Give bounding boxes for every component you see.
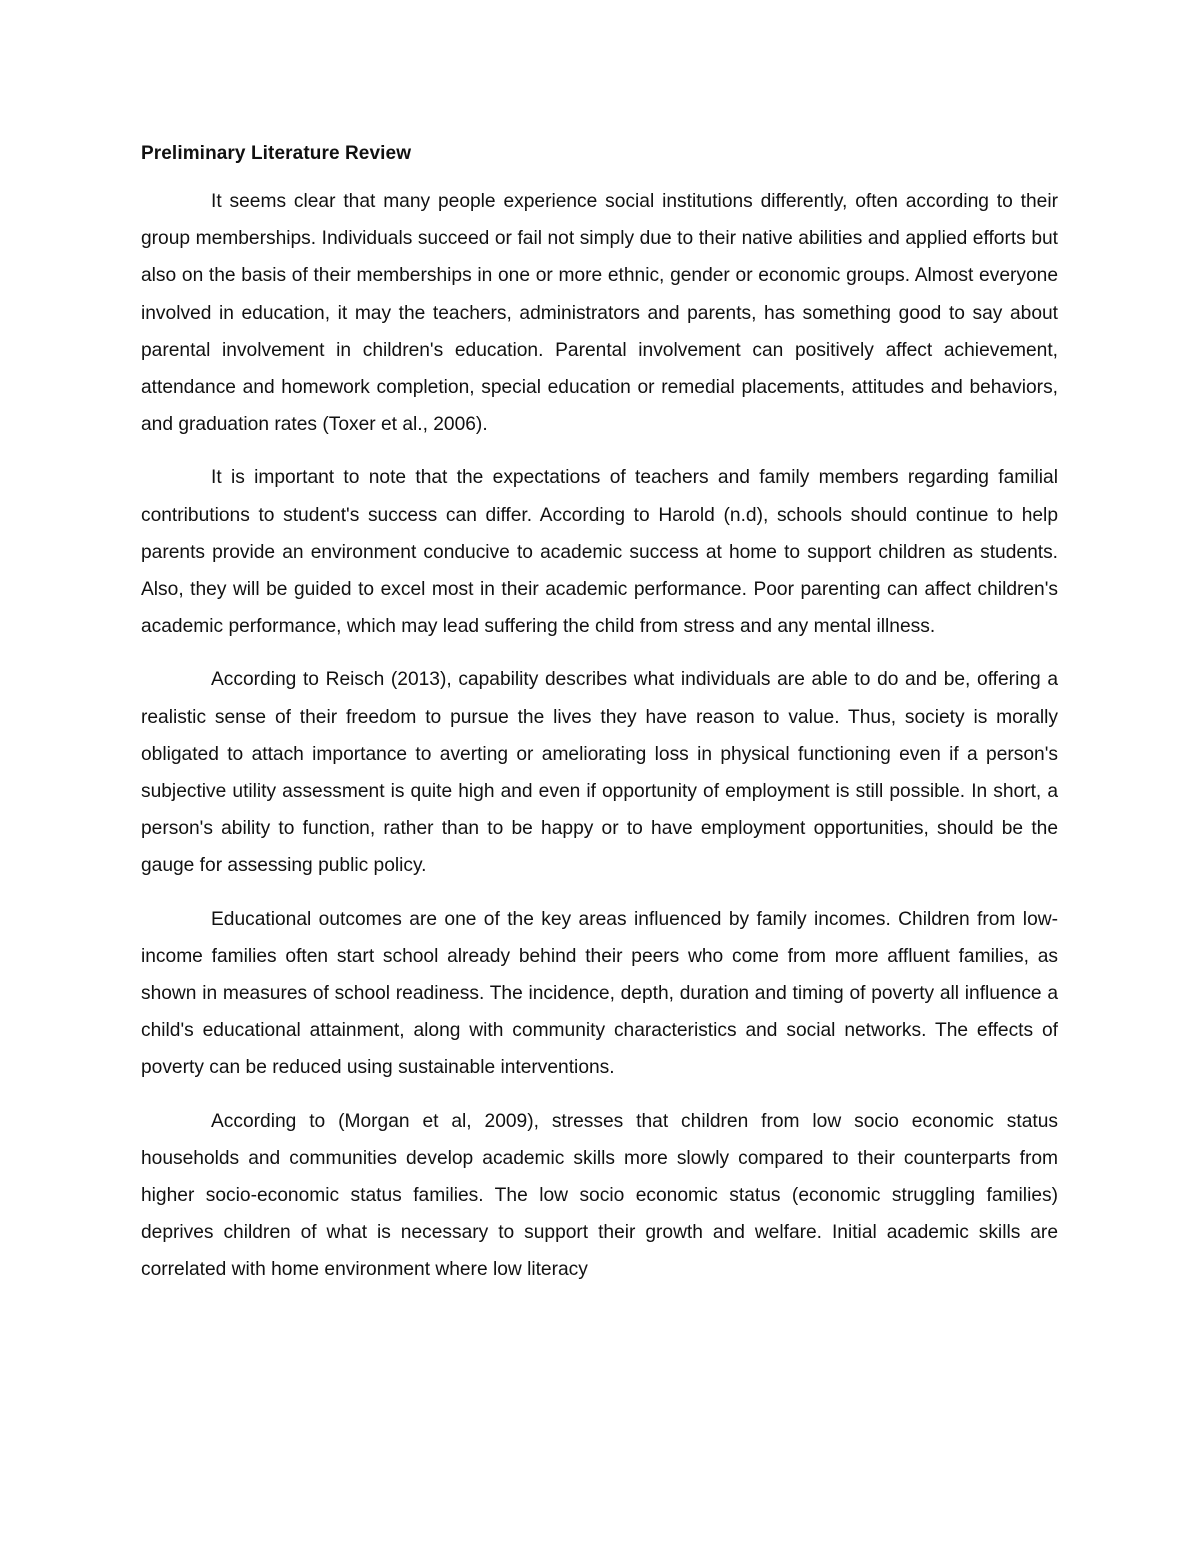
paragraph-2: It is important to note that the expectations of teachers and family members regarding familial contributions to student's success can differ. According to Harold (n.d), schools should continue to help parents provide an environment conducive to academic success at home to support children as students. Also, they will be guided to excel most in their academic performance. Poor parenting can affect children's academic performance, which may lead suffering the child from stress and any mental illness. [141,467,1058,638]
document-title: Preliminary Literature Review [141,143,412,164]
paragraph-5: According to (Morgan et al, 2009), stresses that children from low socio economic status households and communities develop academic skills more slowly compared to their counterparts from higher socio-economic status families. The low socio economic status (economic struggling families) deprives children of what is necessary to support their growth and welfare. Initial academic skills are correlated with home environment where low literacy [141,1110,1058,1281]
paragraph-3: According to Reisch (2013), capability describes what individuals are able to do and be, offering a realistic sense of their freedom to pursue the lives they have reason to value. Thus, society is morally obligated to attach importance to averting or ameliorating loss in physical functioning even if a person's subjective utility assessment is quite high and even if opportunity of employment is still possible. In short, a person's ability to function, rather than to be happy or to have employment opportunities, should be the gauge for assessing public policy. [141,669,1058,877]
paragraph-1: It seems clear that many people experience social institutions differently, often according to their group memberships. Individuals succeed or fail not simply due to their native abilities and applied efforts but also on the basis of their memberships in one or more ethnic, gender or economic groups. Almost everyone involved in education, it may the teachers, administrators and parents, has something good to say about parental involvement in children's education. Parental involvement can positively affect achievement, attendance and homework completion, special education or remedial placements, attitudes and behaviors, and graduation rates (Toxer et al., 2006). [141,191,1058,436]
paragraph-4: Educational outcomes are one of the key areas influenced by family incomes. Children from low-income families often start school already behind their peers who come from more affluent families, as shown in measures of school readiness. The incidence, depth, duration and timing of poverty all influence a child's educational attainment, along with community characteristics and social networks. The effects of poverty can be reduced using sustainable interventions. [141,908,1058,1079]
document-body [141,140,1058,1305]
